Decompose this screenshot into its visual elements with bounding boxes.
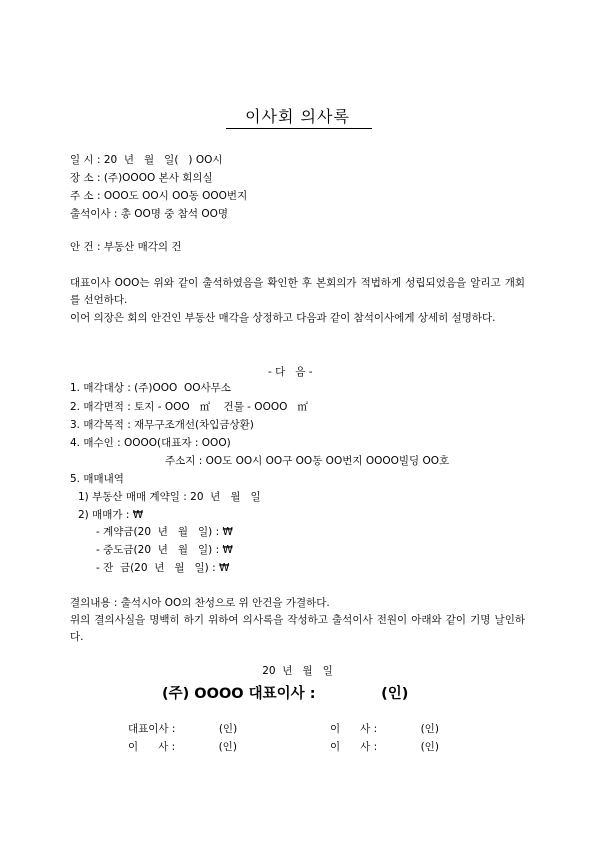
item-transaction: 5. 매매내역 [70, 473, 124, 485]
signature-ceo: 대표이사 : (인) [128, 723, 238, 735]
item-interim: - 중도금(20 년 월 일) : ₩ [96, 544, 233, 556]
opening-paragraph: 대표이사 OOO는 위와 같이 출석하였음을 확인한 후 본회의가 적법하게 성립되었음을 알리고 개회를 선언하다. [70, 277, 525, 306]
signature-director-1: 이 사 : (인) [330, 723, 439, 735]
agenda: 안 건 : 부동산 매각의 건 [70, 241, 182, 253]
item-sale-purpose: 3. 매각목적 : 재무구조개선(차입금상환) [70, 419, 254, 431]
explanation-paragraph: 이어 의장은 회의 안건인 부동산 매각을 상정하고 다음과 같이 참석이사에게 상세히 설명하다. [70, 312, 496, 324]
meeting-attendees: 출석이사 : 총 OO명 중 참석 OO명 [70, 208, 229, 220]
meeting-place: 장 소 : (주)OOOO 본사 회의실 [70, 172, 213, 184]
document-title: 이사회 의사록 [245, 107, 350, 126]
resolution-paragraph: 위의 결의사실을 명백히 하기 위하여 의사록을 작성하고 출석이사 전원이 아래와 같이 기명 날인하다. [70, 614, 525, 643]
title-underline [226, 128, 372, 129]
item-buyer-address: 주소지 : OO도 OO시 OO구 OO동 OO번지 OOOO빌딩 OO호 [165, 455, 450, 467]
signature-date: 20 년 월 일 [262, 665, 333, 677]
item-buyer: 4. 매수인 : OOOO(대표자 : OOO) [70, 437, 231, 449]
resolution-content: 결의내용 : 출석시아 OO의 찬성으로 위 안건을 가결하다. [70, 597, 330, 609]
company-representative-signature: (주) OOOO 대표이사 : (인) [162, 686, 409, 702]
signature-director-2: 이 사 : (인) [128, 741, 237, 753]
item-contract-date: 1) 부동산 매매 계약일 : 20 년 월 일 [78, 491, 261, 503]
section-heading: - 다 음 - [268, 366, 313, 378]
item-deposit: - 계약금(20 년 월 일) : ₩ [96, 526, 233, 538]
signature-director-3: 이 사 : (인) [330, 741, 439, 753]
item-sale-area: 2. 매각면적 : 토지 - OOO ㎡ 건물 - OOOO ㎡ [70, 401, 308, 413]
item-sale-target: 1. 매각대상 : (주)OOO OO사무소 [70, 382, 231, 394]
meeting-address: 주 소 : OOO도 OO시 OO동 OOO번지 [70, 190, 248, 202]
meeting-date: 일 시 : 20 년 월 일( ) OO시 [70, 154, 223, 166]
item-balance: - 잔 금(20 년 월 일) : ₩ [96, 562, 230, 574]
item-price: 2) 매매가 : ₩ [78, 509, 144, 521]
